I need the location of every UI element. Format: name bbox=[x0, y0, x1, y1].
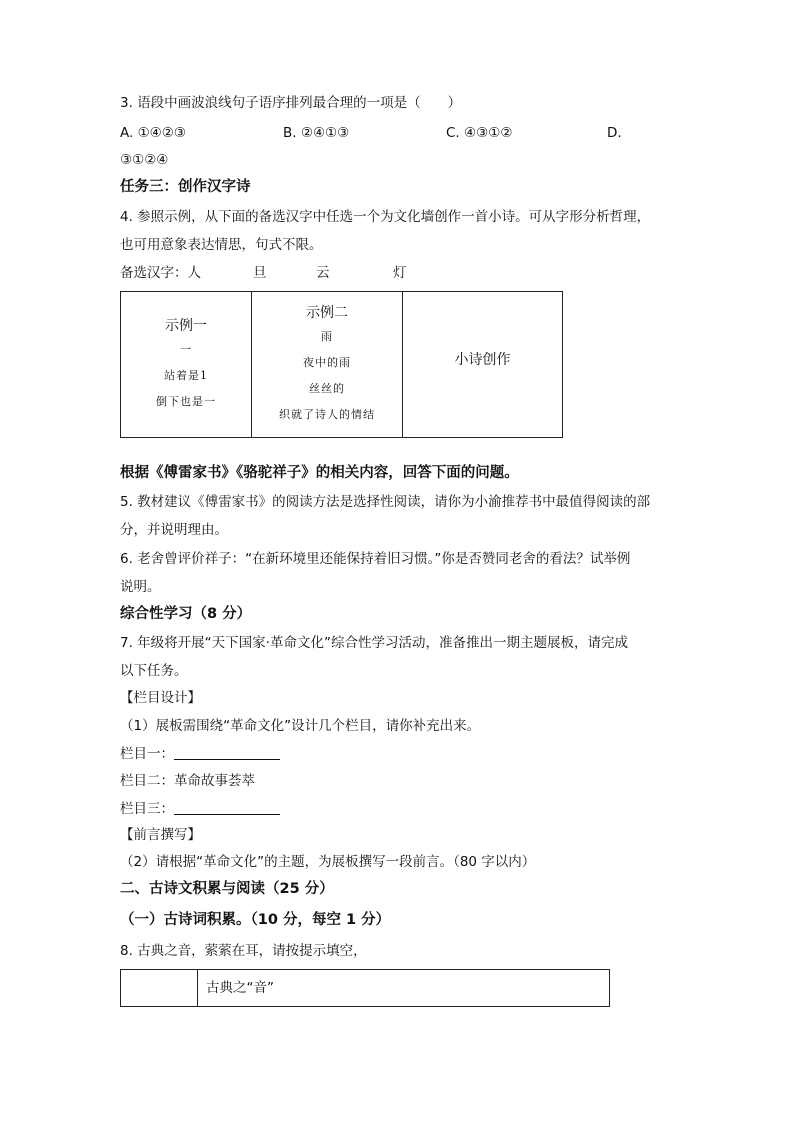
example-two-line: 织就了诗人的情结 bbox=[279, 407, 375, 421]
q5-line2: 分，并说明理由。 bbox=[120, 522, 228, 538]
q4-line1: 4. 参照示例，从下面的备选汉字中任选一个为文化墙创作一首小诗。可从字形分析哲理， bbox=[120, 209, 651, 225]
q5-line1: 5. 教材建议《傅雷家书》的阅读方法是选择性阅读，请你为小渝推荐书中最值得阅读的部 bbox=[120, 494, 651, 510]
q3-option-b: B. ②④①③ bbox=[283, 125, 350, 141]
part2-heading: 二、古诗文积累与阅读（25 分） bbox=[120, 881, 334, 897]
example-two-line: 夜中的雨 bbox=[303, 355, 351, 369]
q7-column-three-blank[interactable] bbox=[174, 800, 280, 815]
q3-option-c: C. ④③①② bbox=[446, 125, 513, 141]
q3-option-a: A. ①④②③ bbox=[120, 125, 186, 141]
q7-column-one-label: 栏目一： bbox=[120, 746, 174, 762]
example-one-line: 一 bbox=[180, 342, 192, 356]
example-one-cell bbox=[121, 292, 252, 438]
q4-candidate-yun: 云 bbox=[316, 265, 330, 281]
q7-section-preface: 【前言撰写】 bbox=[120, 827, 201, 843]
q8-table-empty-cell bbox=[121, 970, 198, 1007]
part2-subheading: （一）古诗词积累。（10 分，每空 1 分） bbox=[120, 912, 391, 928]
example-one-title: 示例一 bbox=[165, 317, 207, 334]
q3-option-d: D. bbox=[607, 125, 622, 141]
q7-column-one-blank[interactable] bbox=[174, 745, 280, 760]
poem-creation-cell[interactable] bbox=[403, 292, 563, 438]
q7-sub1-question: （1）展板需围绕“革命文化”设计几个栏目，请你补充出来。 bbox=[120, 718, 481, 734]
q6-line1: 6. 老舍曾评价祥子：“在新环境里还能保持着旧习惯。”你是否赞同老舍的看法？试举例 bbox=[120, 551, 631, 567]
q4-candidate-label: 备选汉字：人 bbox=[120, 265, 201, 281]
example-two-line: 雨 bbox=[321, 329, 333, 343]
q7-column-two: 栏目二：革命故事荟萃 bbox=[120, 773, 255, 789]
q4-candidate-dan: 旦 bbox=[253, 265, 267, 281]
example-two-line: 丝丝的 bbox=[309, 381, 345, 395]
q3-text: 3. 语段中画波浪线句子语序排列最合理的一项是（ ） bbox=[120, 95, 462, 111]
q7-line2: 以下任务。 bbox=[120, 663, 188, 679]
q3-option-d-cont: ③①②④ bbox=[120, 152, 169, 168]
q4-candidate-deng: 灯 bbox=[393, 265, 407, 281]
reading-heading: 根据《傅雷家书》《骆驼祥子》的相关内容，回答下面的问题。 bbox=[120, 465, 519, 481]
q8-table bbox=[120, 969, 610, 1007]
q8-table-cell: 古典之“音” bbox=[198, 970, 610, 1007]
q7-column-one bbox=[120, 744, 280, 764]
example-one-line: 倒下也是一 bbox=[156, 394, 216, 408]
example-two-title: 示例二 bbox=[306, 304, 348, 321]
q6-line2: 说明。 bbox=[120, 579, 161, 595]
comprehensive-heading: 综合性学习（8 分） bbox=[120, 606, 252, 622]
q7-section-column-design: 【栏目设计】 bbox=[120, 690, 201, 706]
task3-heading: 任务三：创作汉字诗 bbox=[120, 179, 251, 195]
poem-creation-title: 小诗创作 bbox=[454, 351, 511, 368]
example-one-line: 站着是1 bbox=[164, 368, 208, 382]
q4-line2: 也可用意象表达情思，句式不限。 bbox=[120, 237, 323, 253]
q7-line1: 7. 年级将开展“天下国家·革命文化”综合性学习活动，准备推出一期主题展板，请完成 bbox=[120, 635, 628, 651]
q7-column-three bbox=[120, 799, 280, 819]
q7-sub2-question: （2）请根据“革命文化”的主题，为展板撰写一段前言。（80 字以内） bbox=[120, 854, 536, 870]
example-two-cell bbox=[252, 292, 403, 438]
example-table bbox=[120, 291, 563, 438]
q8-text: 8. 古典之音，萦萦在耳，请按提示填空， bbox=[120, 943, 367, 959]
q7-column-three-label: 栏目三： bbox=[120, 801, 174, 817]
